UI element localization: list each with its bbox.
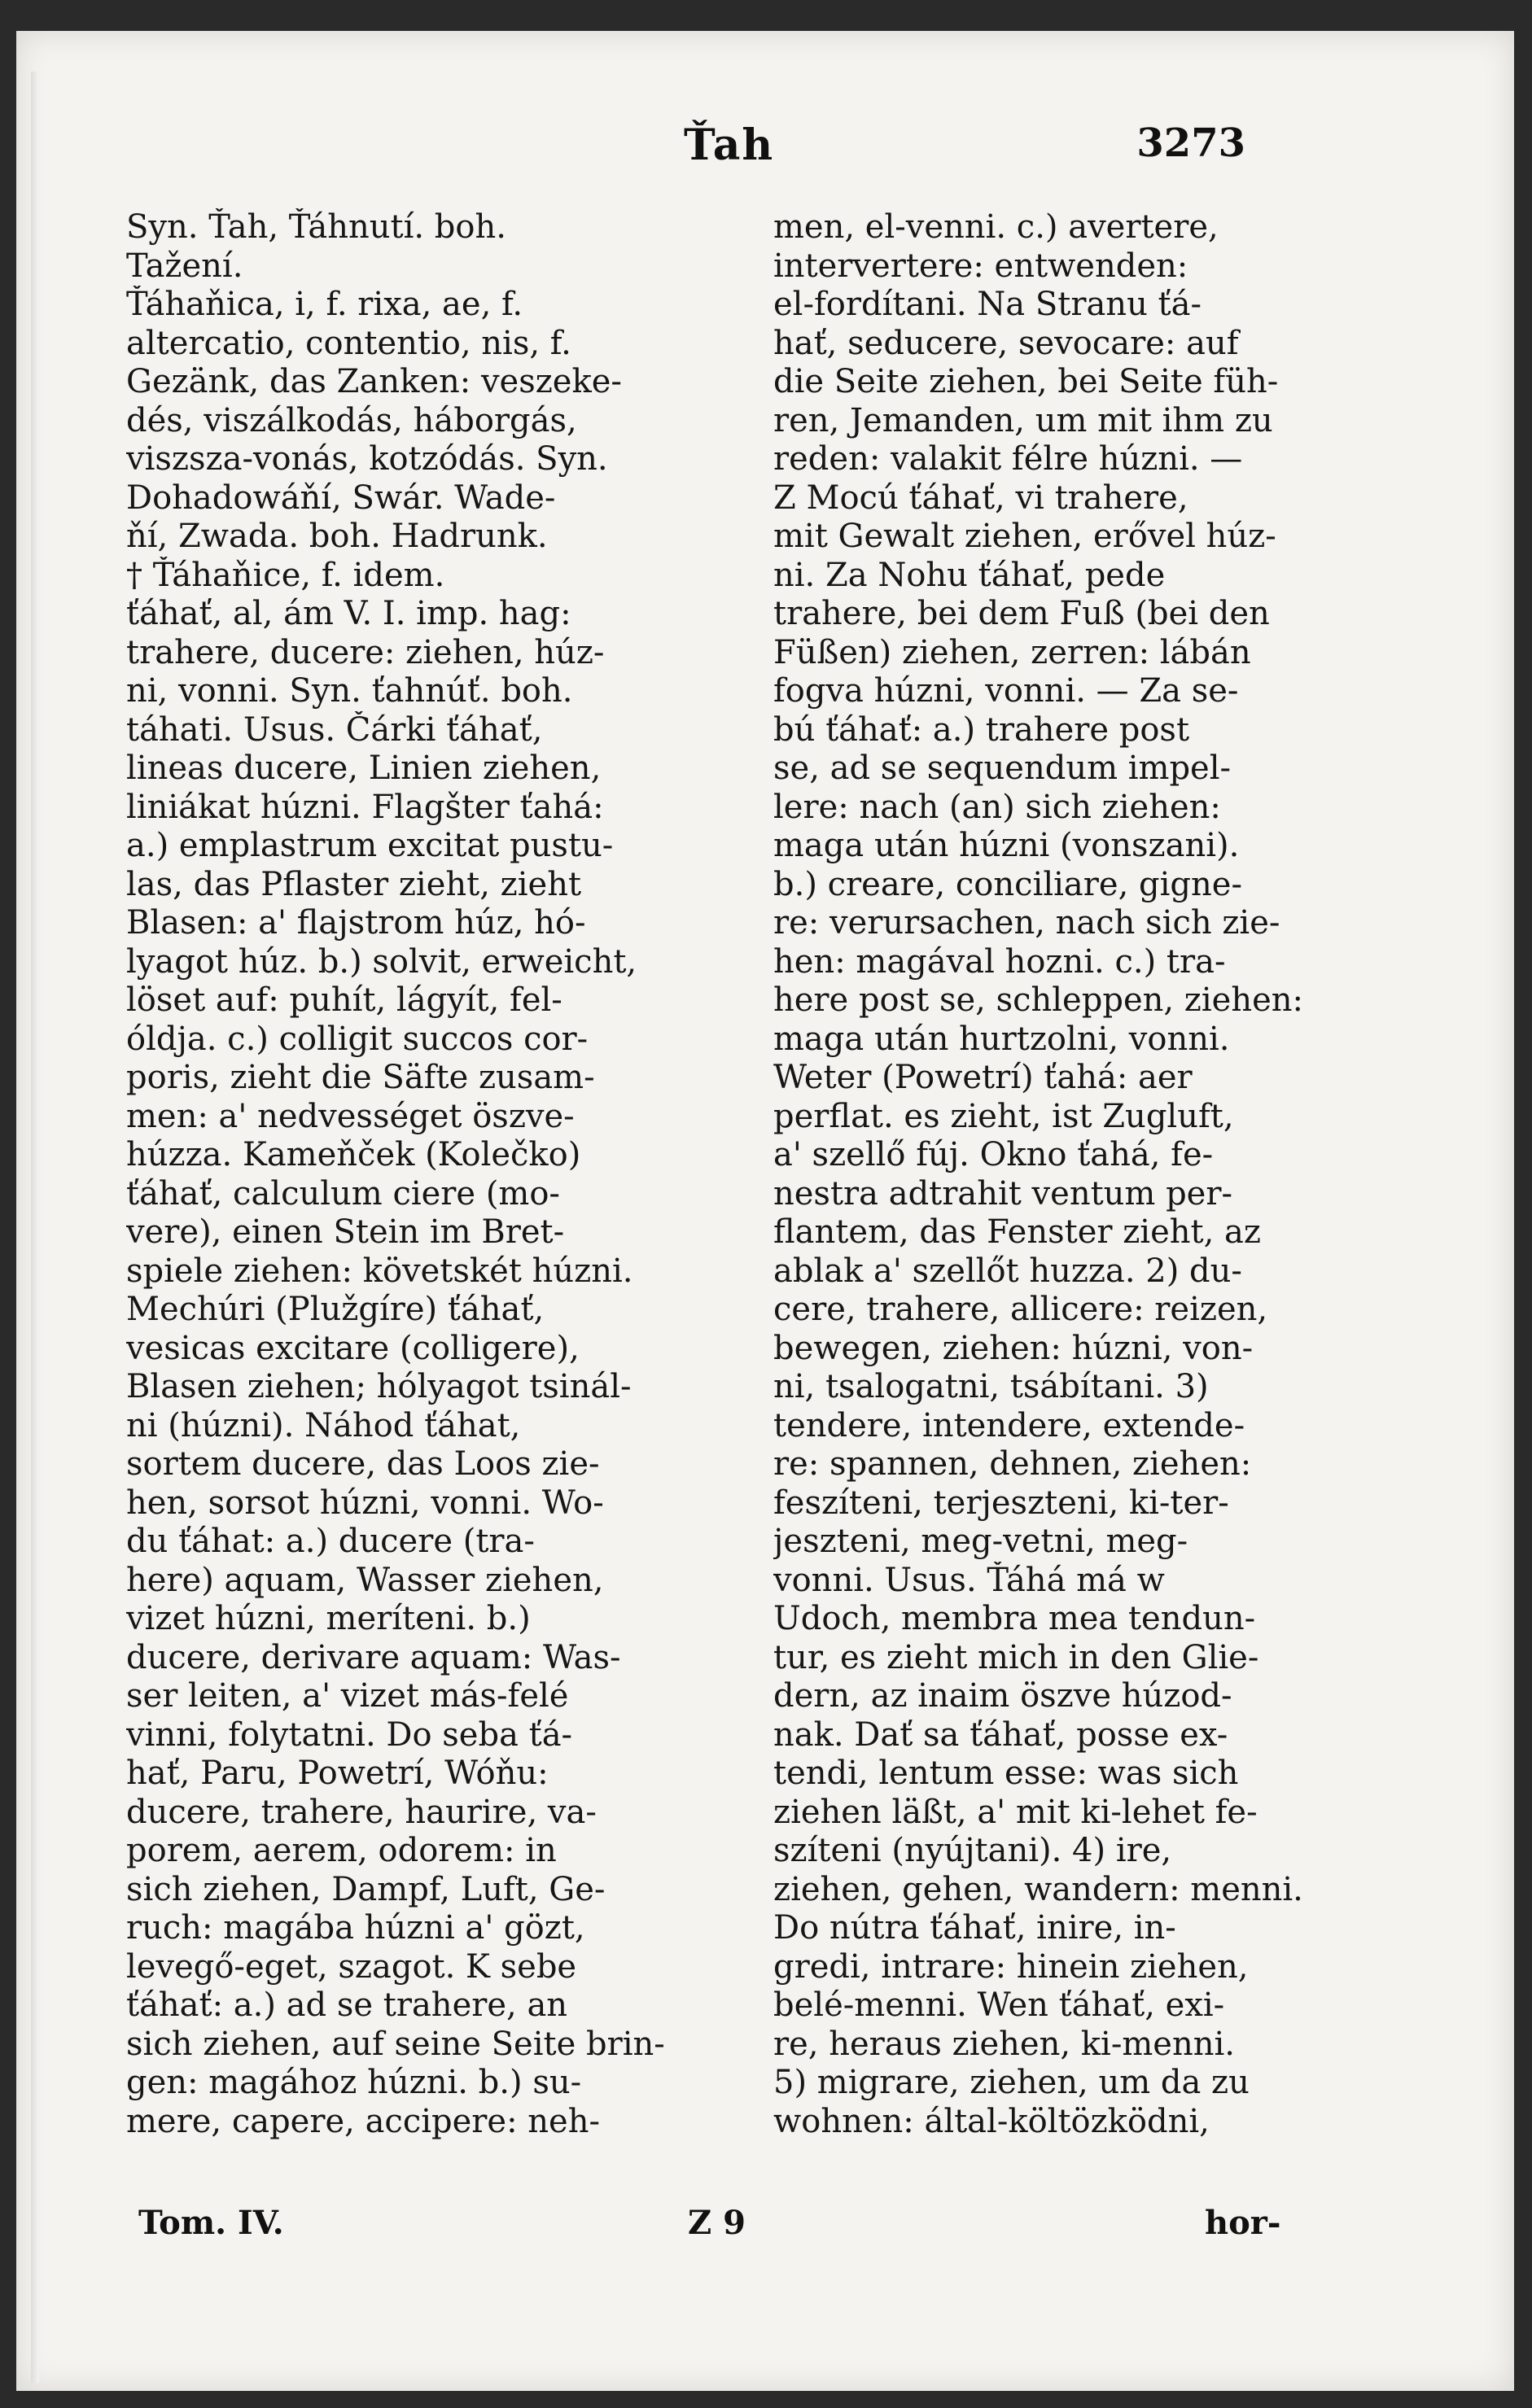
text-line: Dohadowáňí, Swár. Wade- [126,479,556,517]
page-header [16,104,1514,177]
text-line: vesicas excitare (colligere), [126,1329,580,1367]
text-line: maga után húzni (vonszani). [773,827,1240,864]
page-gutter [31,72,39,2383]
text-line: ser leiten, a' vizet más-felé [126,1677,569,1715]
text-line: hať, seducere, sevocare: auf [773,324,1239,362]
text-line: viszsza-vonás, kotzódás. Syn. [126,440,608,478]
text-line: perflat. es zieht, ist Zugluft, [773,1097,1234,1135]
text-line: ducere, derivare aquam: Was- [126,1638,621,1676]
text-line: ni. Za Nohu ťáhať, pede [773,556,1166,594]
text-line: men: a' nedvességet öszve- [126,1097,575,1135]
text-line: liniákat húzni. Flagšter ťahá: [126,788,604,826]
text-line: lineas ducere, Linien ziehen, [126,749,602,787]
text-line: tendere, intendere, extende- [773,1406,1245,1444]
text-line: hať, Paru, Powetrí, Wóňu: [126,1755,549,1792]
text-line: levegő-eget, szagot. K sebe [126,1947,577,1986]
text-line: ni (húzni). Náhod ťáhat, [126,1406,521,1444]
text-line: re: verursachen, nach sich zie- [773,904,1280,942]
text-line: jeszteni, meg-vetni, meg- [773,1523,1188,1560]
text-line: Syn. Ťah, Ťáhnutí. boh. [126,208,506,246]
text-line: sich ziehen, Dampf, Luft, Ge- [126,1870,606,1908]
text-line: ren, Jemanden, um mit ihm zu [773,401,1273,439]
text-line: vere), einen Stein im Bret- [126,1213,565,1251]
text-line: lyagot húz. b.) solvit, erweicht, [126,942,637,981]
text-line: Weter (Powetrí) ťahá: aer [773,1059,1193,1096]
text-line: Blasen ziehen; hólyagot tsinál- [126,1368,632,1405]
signature-mark: Z 9 [688,2204,746,2242]
text-line: Mechúri (Plužgíre) ťáhať, [126,1291,545,1328]
text-line: cere, trahere, allicere: reizen, [773,1291,1268,1328]
text-line: húzza. Kameňček (Kolečko) [126,1136,581,1173]
text-line: re, heraus ziehen, ki-menni. [773,2025,1235,2063]
text-line: re: spannen, dehnen, ziehen: [773,1445,1252,1483]
text-line: ťáhať, al, ám V. I. imp. hag: [126,595,571,632]
text-line: dern, az inaim öszve húzod- [773,1677,1232,1715]
text-line: Gezänk, das Zanken: veszeke- [126,363,622,400]
volume-marker: Tom. IV. [138,2204,284,2242]
text-line: hen, sorsot húzni, vonni. Wo- [126,1484,604,1522]
text-line: gredi, intrare: hinein ziehen, [773,1947,1249,1986]
text-line: du ťáhat: a.) ducere (tra- [126,1523,535,1560]
text-line: a.) emplastrum excitat pustu- [126,827,614,864]
text-line: las, das Pflaster zieht, zieht [126,865,582,903]
text-line: trahere, bei dem Fuß (bei den [773,595,1270,632]
text-line: here post se, schleppen, ziehen: [773,981,1304,1019]
text-line: ablak a' szellőt huzza. 2) du- [773,1252,1242,1290]
text-line: ni, vonni. Syn. ťahnúť. boh. [126,672,573,710]
catchword: hor- [1205,2204,1281,2242]
text-line: reden: valakit félre húzni. — [773,440,1243,478]
text-line: Do nútra ťáhať, inire, in- [773,1909,1176,1947]
text-line: Ťáhaňica, i, f. rixa, ae, f. [126,286,523,323]
text-line: szíteni (nyújtani). 4) ire, [773,1832,1172,1869]
text-line: gen: magához húzni. b.) su- [126,2064,582,2101]
text-line: † Ťáhaňice, f. idem. [126,556,445,594]
text-line: sich ziehen, auf seine Seite brin- [126,2025,665,2063]
text-line: die Seite ziehen, bei Seite füh- [773,363,1279,400]
text-line: Z Mocú ťáhať, vi trahere, [773,479,1188,517]
text-line: mere, capere, accipere: neh- [126,2102,600,2140]
text-line: el-fordítani. Na Stranu ťá- [773,286,1202,323]
text-line: ziehen, gehen, wandern: menni. [773,1870,1303,1908]
text-line: táhati. Usus. Čárki ťáhať, [126,710,543,749]
text-line: vonni. Usus. Ťáhá má w [773,1561,1165,1599]
running-head: Ťah [684,120,775,170]
text-line: trahere, ducere: ziehen, húz- [126,633,605,671]
left-column [126,208,712,2141]
text-line: belé-menni. Wen ťáhať, exi- [773,1986,1225,2024]
text-line: ruch: magába húzni a' gözt, [126,1909,585,1947]
text-line: Udoch, membra mea tendun- [773,1600,1256,1637]
text-line: hen: magával hozni. c.) tra- [773,942,1226,981]
text-line: b.) creare, conciliare, gigne- [773,865,1242,903]
text-line: dés, viszálkodás, háborgás, [126,401,577,439]
text-line: Blasen: a' flajstrom húz, hó- [126,904,586,942]
text-line: wohnen: által-költözködni, [773,2102,1210,2140]
text-line: intervertere: entwenden: [773,247,1188,285]
text-line: vizet húzni, meríteni. b.) [126,1600,531,1637]
text-line: a' szellő fúj. Okno ťahá, fe- [773,1136,1214,1173]
text-line: men, el-venni. c.) avertere, [773,208,1219,246]
text-line: ni, tsalogatni, tsábítani. 3) [773,1368,1209,1405]
text-line: feszíteni, terjeszteni, ki-ter- [773,1484,1229,1522]
text-line: flantem, das Fenster zieht, az [773,1213,1261,1251]
text-line: altercatio, contentio, nis, f. [126,324,571,362]
text-line: nestra adtrahit ventum per- [773,1174,1232,1213]
text-line: löset auf: puhít, lágyít, fel- [126,981,562,1019]
right-column [773,208,1327,2141]
text-line: porem, aerem, odorem: in [126,1832,557,1869]
text-line: sortem ducere, das Loos zie- [126,1445,600,1483]
text-line: Füßen) ziehen, zerren: lábán [773,633,1251,671]
text-line: spiele ziehen: követskét húzni. [126,1252,633,1290]
text-line: ťáhať, calculum ciere (mo- [126,1174,560,1213]
text-line: bewegen, ziehen: húzni, von- [773,1329,1254,1367]
text-line: se, ad se sequendum impel- [773,749,1232,787]
text-line: bú ťáhať: a.) trahere post [773,710,1190,749]
text-line: tendi, lentum esse: was sich [773,1755,1239,1792]
text-line: óldja. c.) colligit succos cor- [126,1020,589,1058]
text-line: ziehen läßt, a' mit ki-lehet fe- [773,1793,1258,1831]
text-line: 5) migrare, ziehen, um da zu [773,2064,1250,2101]
text-line: ňí, Zwada. boh. Hadrunk. [126,518,548,555]
text-line: lere: nach (an) sich ziehen: [773,788,1221,826]
text-line: Tažení. [126,247,243,285]
text-line: nak. Dať sa ťáhať, posse ex- [773,1715,1228,1754]
text-line: vinni, folytatni. Do seba ťá- [126,1715,573,1754]
text-line: ťáhať: a.) ad se trahere, an [126,1986,568,2024]
text-line: tur, es zieht mich in den Glie- [773,1638,1259,1676]
text-line: maga után hurtzolni, vonni. [773,1020,1230,1058]
text-line: here) aquam, Wasser ziehen, [126,1561,604,1599]
text-line: fogva húzni, vonni. — Za se- [773,672,1239,710]
book-page [16,31,1514,2391]
page-number: 3273 [1136,120,1245,166]
text-line: poris, zieht die Säfte zusam- [126,1059,595,1096]
text-line: mit Gewalt ziehen, erővel húz- [773,518,1276,555]
text-line: ducere, trahere, haurire, va- [126,1793,597,1831]
